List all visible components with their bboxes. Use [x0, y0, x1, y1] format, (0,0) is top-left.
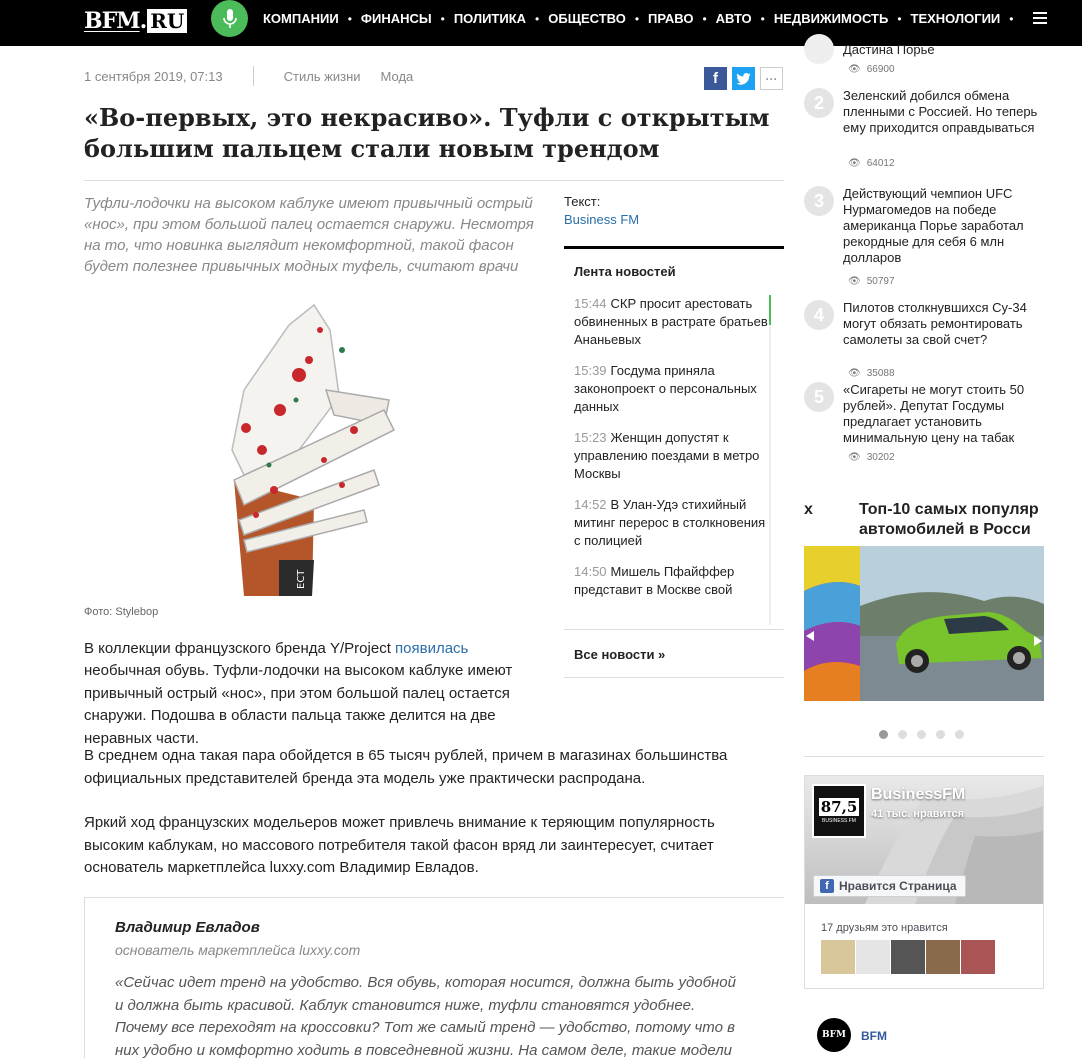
nav-item[interactable]: ФИНАНСЫ — [360, 11, 432, 26]
svg-text:ECT: ECT — [296, 569, 307, 589]
slider-dot[interactable] — [917, 730, 926, 739]
feed-item-text: В Улан-Удэ стихийный митинг перерос в столкновения с полицией — [574, 497, 766, 548]
feed-item-time: 14:52 — [574, 497, 607, 512]
feed-list — [574, 295, 770, 612]
feed-item[interactable] — [574, 429, 770, 483]
feed-item-text: Госдума приняла законопроект о персональных данных — [574, 363, 757, 414]
nav-item[interactable]: КОМПАНИИ — [263, 11, 339, 26]
slider-title[interactable]: x Топ-10 самых популяр автомобилей в Росси — [804, 501, 1039, 538]
nav-item[interactable]: ПОЛИТИКА — [453, 11, 527, 26]
appeared-link[interactable]: появилась — [395, 640, 469, 657]
nav-separator: • — [440, 11, 445, 26]
author-info — [564, 193, 639, 229]
eye-icon: 👁 — [848, 64, 861, 75]
tag-fashion[interactable]: Мода — [380, 68, 414, 84]
slider-dot[interactable] — [879, 730, 888, 739]
slider-dot[interactable] — [898, 730, 907, 739]
all-news-link[interactable]: Все новости » — [574, 647, 666, 662]
nav-separator: • — [1009, 11, 1014, 26]
tag-lifestyle[interactable]: Стиль жизни — [283, 68, 361, 84]
popular-title: Зеленский добился обмена пленными с Россией. Но теперь ему приходится оправдываться — [843, 88, 1038, 135]
facebook-icon: f — [820, 879, 834, 893]
popular-rank: 4 — [804, 300, 834, 330]
friends-like-count: 17 друзьям это нравится — [821, 922, 948, 934]
logo-ru: RU — [147, 9, 187, 33]
eye-icon: 👁 — [848, 276, 861, 287]
nav-separator: • — [702, 11, 707, 26]
facebook-share-icon[interactable]: f — [704, 67, 727, 90]
popular-views: 👁 35088 — [848, 368, 895, 379]
eye-icon: 👁 — [848, 368, 861, 379]
nav-separator: • — [634, 11, 640, 26]
popular-views: 👁 50797 — [848, 276, 895, 287]
twitter-share-icon[interactable] — [732, 67, 755, 90]
paragraph-1: В коллекции французского бренда Y/Project появилась — [84, 640, 469, 657]
feed-title: Лента новостей — [574, 264, 676, 279]
divider — [84, 180, 784, 181]
popular-rank: 3 — [804, 186, 834, 216]
article-meta — [84, 66, 433, 86]
avatar[interactable] — [926, 940, 960, 974]
nav-item[interactable]: АВТО — [715, 11, 752, 26]
facebook-page-likes: 41 тыс. нравится — [871, 808, 965, 820]
article-date: 1 сентября 2019, 07:13 — [84, 68, 223, 84]
photo-caption: Фото: Stylebop — [84, 606, 159, 618]
popular-rank: 5 — [804, 382, 834, 412]
nav-separator: • — [760, 11, 765, 26]
logo-dot: . — [139, 7, 148, 34]
feed-item-time: 14:50 — [574, 564, 607, 579]
nav-item[interactable]: ОБЩЕСТВО — [548, 11, 626, 26]
news-feed — [564, 246, 784, 678]
avatar[interactable] — [856, 940, 890, 974]
feed-item[interactable] — [574, 295, 770, 349]
popular-rank: 2 — [804, 88, 834, 118]
paragraph-2: В среднем одна такая пара обойдется в 65 тысяч рублей, причем в магазинах большинства официальных представителей бренда эта модель уже практически распродана. — [84, 747, 728, 787]
nav-item[interactable]: ПРАВО — [648, 11, 694, 26]
friend-avatars — [821, 940, 995, 974]
bfm-page-link[interactable]: BFM — [861, 1029, 887, 1043]
feed-item-time: 15:39 — [574, 363, 607, 378]
quote-text: «Сейчас идет тренд на удобство. Вся обувь, которая носится, должна быть удобной и должна быть красивой. Каблук становится ниже, туфли становятся удобнее. Почему все переходят на кроссовки? Тот же самый тренд — удобство, потому что в них удобно и комфортно ходить в повседневной жизни. На самом деле, такие модели — [115, 974, 736, 1059]
share-buttons — [704, 67, 783, 90]
feed-item-text: Женщин допустят к управлению поездами в метро Москвы — [574, 430, 760, 481]
more-share-icon[interactable]: ··· — [760, 67, 783, 90]
quote-author: Владимир Евладов — [115, 919, 260, 936]
main-menu — [263, 0, 1022, 37]
popular-title: Пилотов столкнувшихся Су-34 могут обязать ремонтировать самолеты за свой счет? — [843, 300, 1027, 347]
top-navigation-bar — [0, 0, 1082, 46]
nav-separator: • — [347, 11, 352, 26]
facebook-cover[interactable] — [805, 776, 1043, 904]
hamburger-menu-icon[interactable] — [1033, 12, 1047, 27]
facebook-page-name[interactable]: BusinessFM — [871, 786, 966, 803]
paragraph-3: Яркий ход французских модельеров может привлечь внимание к теряющим популярность высоким каблукам, но массового потребителя такой фасон вряд ли заинтересует, считает основатель маркетплейса luxxy.com Владимир Евладов. — [84, 814, 715, 876]
bfm-small-logo[interactable]: BFM — [817, 1018, 851, 1052]
quote-author-role: основатель маркетплейса luxxy.com — [115, 942, 361, 958]
facebook-widget — [804, 775, 1044, 989]
feed-item[interactable] — [574, 362, 770, 416]
article-title: «Во-первых, это некрасиво». Туфли с открытым большим пальцем стали новым трендом — [84, 103, 770, 163]
nav-item[interactable]: НЕДВИЖИМОСТЬ — [773, 11, 889, 26]
article-photo — [84, 300, 539, 596]
popular-views: 👁 64012 — [848, 158, 895, 169]
feed-item[interactable] — [574, 496, 770, 550]
popular-views: 👁 30202 — [848, 452, 895, 463]
nav-item[interactable]: ТЕХНОЛОГИИ — [910, 11, 1001, 26]
nav-separator: • — [897, 11, 902, 26]
feed-item[interactable] — [574, 563, 770, 599]
quote-block — [84, 898, 784, 1058]
paragraph-1-cont: необычная обувь. Туфли-лодочки на высоком каблуке имеют привычный острый «нос», при этом большой палец остается снаружи. Подошва в области пальца также делится на две неравных части. — [84, 662, 513, 747]
eye-icon: 👁 — [848, 452, 861, 463]
logo-text: BFM — [84, 7, 140, 34]
feed-item-text: СКР просит арестовать обвиненных в растрате братьев Ананьевых — [574, 296, 768, 347]
avatar[interactable] — [821, 940, 855, 974]
feed-item-time: 15:44 — [574, 296, 607, 311]
author-link[interactable]: Business FM — [564, 212, 640, 227]
popular-title: «Сигареты не могут стоить 50 рублей». Депутат Госдумы предлагает установить минимальную цену на табак — [843, 382, 1025, 445]
feed-item-text: Мишель Пфайффер представит в Москве свой — [574, 564, 735, 597]
slider-image[interactable] — [804, 546, 1044, 701]
article-lead: Туфли-лодочки на высоком каблуке имеют привычный острый «нос», при этом большой палец остается снаружи. Несмотря на то, что новинка выглядит некомфортной, такой фасон будет полезнее привычных модных туфель, считают врачи — [84, 195, 534, 275]
popular-title: Действующий чемпион UFC Нурмагомедов на победе американца Порье заработал рекордные для себя 6 млн долларов — [843, 186, 1024, 265]
slider-pagination — [879, 730, 964, 739]
eye-icon: 👁 — [848, 158, 861, 169]
avatar[interactable] — [891, 940, 925, 974]
site-logo[interactable] — [84, 7, 187, 34]
slider-dot[interactable] — [955, 730, 964, 739]
feed-item-time: 15:23 — [574, 430, 607, 445]
nav-separator: • — [535, 11, 540, 26]
businessfm-logo[interactable]: 87,5 BUSINESS FM — [812, 784, 866, 838]
slider-dot[interactable] — [936, 730, 945, 739]
author-label: Текст: — [564, 194, 601, 209]
avatar[interactable] — [961, 940, 995, 974]
radio-microphone-icon[interactable] — [211, 0, 248, 37]
feed-scrollbar[interactable] — [769, 295, 771, 625]
facebook-like-page-button[interactable]: f Нравится Страница — [813, 875, 966, 897]
